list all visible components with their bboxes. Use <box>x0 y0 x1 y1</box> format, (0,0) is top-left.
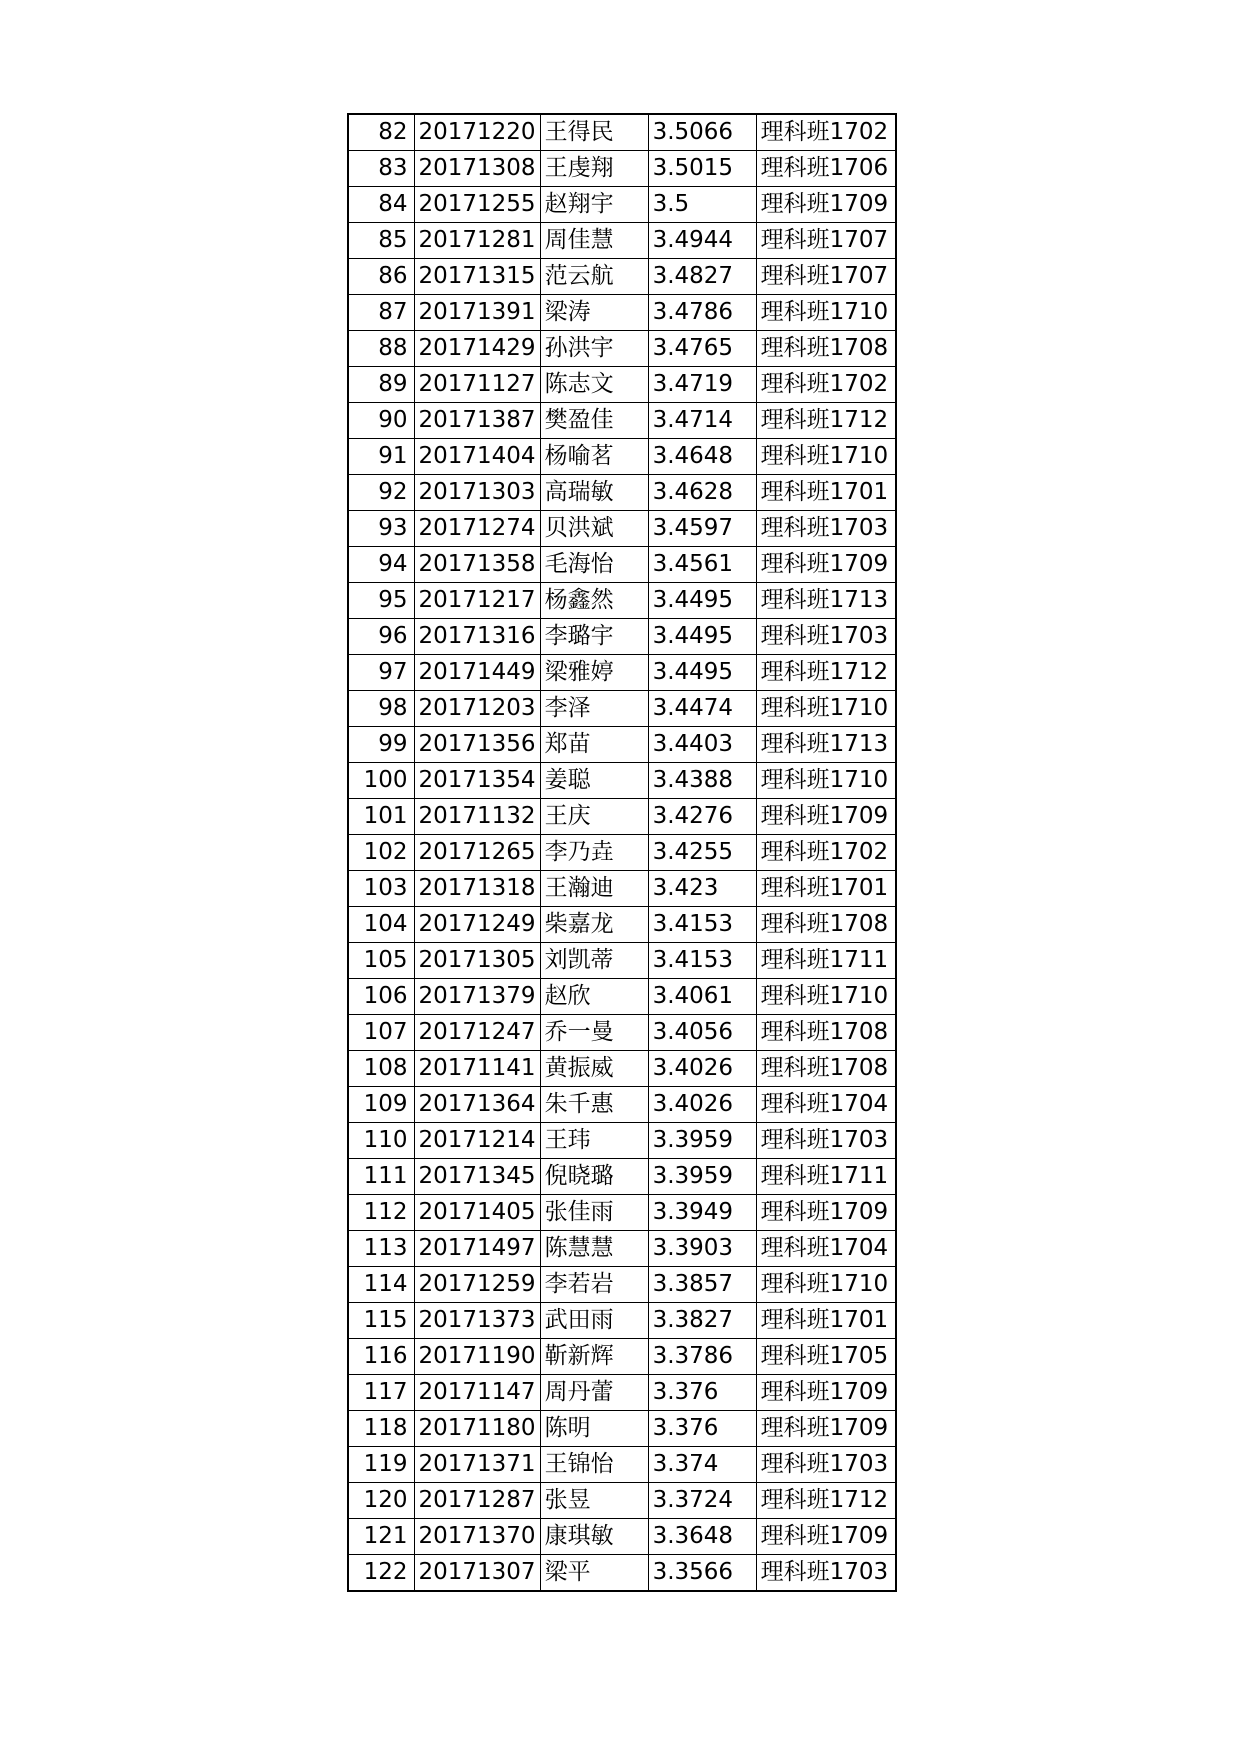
student-name-cell: 赵翔宇 <box>540 187 648 223</box>
student-id-cell: 20171354 <box>414 763 540 799</box>
score-cell: 3.5015 <box>648 151 756 187</box>
class-cell: 理科班1705 <box>756 1339 896 1375</box>
table-row <box>348 1051 896 1087</box>
score-cell: 3.4648 <box>648 439 756 475</box>
table-row <box>348 547 896 583</box>
student-id-cell: 20171249 <box>414 907 540 943</box>
class-cell: 理科班1703 <box>756 1555 896 1592</box>
score-cell: 3.3903 <box>648 1231 756 1267</box>
class-cell: 理科班1709 <box>756 187 896 223</box>
table-row <box>348 151 896 187</box>
class-cell: 理科班1709 <box>756 1195 896 1231</box>
student-name-cell: 杨鑫然 <box>540 583 648 619</box>
student-id-cell: 20171220 <box>414 114 540 151</box>
student-id-cell: 20171373 <box>414 1303 540 1339</box>
class-cell: 理科班1712 <box>756 1483 896 1519</box>
score-cell: 3.4495 <box>648 583 756 619</box>
score-cell: 3.4719 <box>648 367 756 403</box>
class-cell: 理科班1709 <box>756 1375 896 1411</box>
student-name-cell: 贝洪斌 <box>540 511 648 547</box>
rank-cell: 122 <box>348 1555 414 1592</box>
table-row <box>348 943 896 979</box>
class-cell: 理科班1710 <box>756 979 896 1015</box>
student-name-cell: 刘凯蒂 <box>540 943 648 979</box>
score-cell: 3.3959 <box>648 1123 756 1159</box>
class-cell: 理科班1713 <box>756 727 896 763</box>
rank-cell: 97 <box>348 655 414 691</box>
table-row <box>348 727 896 763</box>
class-cell: 理科班1710 <box>756 691 896 727</box>
score-cell: 3.4026 <box>648 1087 756 1123</box>
student-name-cell: 杨喻茗 <box>540 439 648 475</box>
table-row <box>348 223 896 259</box>
student-name-cell: 陈慧慧 <box>540 1231 648 1267</box>
class-cell: 理科班1703 <box>756 511 896 547</box>
rank-cell: 101 <box>348 799 414 835</box>
class-cell: 理科班1704 <box>756 1231 896 1267</box>
student-name-cell: 郑苗 <box>540 727 648 763</box>
student-id-cell: 20171132 <box>414 799 540 835</box>
student-id-cell: 20171265 <box>414 835 540 871</box>
table-row <box>348 1123 896 1159</box>
class-cell: 理科班1702 <box>756 367 896 403</box>
student-name-cell: 毛海怡 <box>540 547 648 583</box>
student-id-cell: 20171404 <box>414 439 540 475</box>
student-id-cell: 20171127 <box>414 367 540 403</box>
student-id-cell: 20171345 <box>414 1159 540 1195</box>
rank-cell: 103 <box>348 871 414 907</box>
rank-cell: 91 <box>348 439 414 475</box>
student-name-cell: 武田雨 <box>540 1303 648 1339</box>
score-cell: 3.4255 <box>648 835 756 871</box>
rank-cell: 112 <box>348 1195 414 1231</box>
score-cell: 3.4495 <box>648 655 756 691</box>
class-cell: 理科班1708 <box>756 1051 896 1087</box>
rank-cell: 85 <box>348 223 414 259</box>
class-cell: 理科班1710 <box>756 1267 896 1303</box>
student-name-cell: 李若岩 <box>540 1267 648 1303</box>
student-id-cell: 20171391 <box>414 295 540 331</box>
score-cell: 3.376 <box>648 1411 756 1447</box>
student-name-cell: 黄振威 <box>540 1051 648 1087</box>
student-id-cell: 20171371 <box>414 1447 540 1483</box>
class-cell: 理科班1707 <box>756 259 896 295</box>
rank-cell: 94 <box>348 547 414 583</box>
ranking-table-body <box>348 114 896 1591</box>
class-cell: 理科班1703 <box>756 1123 896 1159</box>
table-row <box>348 1231 896 1267</box>
class-cell: 理科班1702 <box>756 114 896 151</box>
rank-cell: 113 <box>348 1231 414 1267</box>
class-cell: 理科班1712 <box>756 655 896 691</box>
rank-cell: 95 <box>348 583 414 619</box>
table-row <box>348 295 896 331</box>
class-cell: 理科班1707 <box>756 223 896 259</box>
class-cell: 理科班1711 <box>756 943 896 979</box>
rank-cell: 90 <box>348 403 414 439</box>
score-cell: 3.4056 <box>648 1015 756 1051</box>
student-name-cell: 李泽 <box>540 691 648 727</box>
table-row <box>348 835 896 871</box>
student-id-cell: 20171308 <box>414 151 540 187</box>
student-id-cell: 20171405 <box>414 1195 540 1231</box>
student-name-cell: 柴嘉龙 <box>540 907 648 943</box>
student-id-cell: 20171307 <box>414 1555 540 1592</box>
score-cell: 3.3959 <box>648 1159 756 1195</box>
student-id-cell: 20171190 <box>414 1339 540 1375</box>
score-cell: 3.4561 <box>648 547 756 583</box>
student-name-cell: 张昱 <box>540 1483 648 1519</box>
rank-cell: 100 <box>348 763 414 799</box>
student-id-cell: 20171147 <box>414 1375 540 1411</box>
student-id-cell: 20171303 <box>414 475 540 511</box>
score-cell: 3.374 <box>648 1447 756 1483</box>
class-cell: 理科班1701 <box>756 871 896 907</box>
student-name-cell: 王虔翔 <box>540 151 648 187</box>
rank-cell: 115 <box>348 1303 414 1339</box>
rank-cell: 116 <box>348 1339 414 1375</box>
table-row <box>348 1159 896 1195</box>
table-row <box>348 655 896 691</box>
table-row <box>348 1375 896 1411</box>
class-cell: 理科班1713 <box>756 583 896 619</box>
student-id-cell: 20171281 <box>414 223 540 259</box>
rank-cell: 92 <box>348 475 414 511</box>
score-cell: 3.4388 <box>648 763 756 799</box>
class-cell: 理科班1710 <box>756 763 896 799</box>
student-name-cell: 范云航 <box>540 259 648 295</box>
student-id-cell: 20171315 <box>414 259 540 295</box>
class-cell: 理科班1702 <box>756 835 896 871</box>
table-row <box>348 1447 896 1483</box>
student-id-cell: 20171364 <box>414 1087 540 1123</box>
student-name-cell: 张佳雨 <box>540 1195 648 1231</box>
score-cell: 3.5 <box>648 187 756 223</box>
student-name-cell: 王庆 <box>540 799 648 835</box>
rank-cell: 108 <box>348 1051 414 1087</box>
table-row <box>348 691 896 727</box>
rank-cell: 109 <box>348 1087 414 1123</box>
student-id-cell: 20171287 <box>414 1483 540 1519</box>
student-id-cell: 20171180 <box>414 1411 540 1447</box>
rank-cell: 114 <box>348 1267 414 1303</box>
student-name-cell: 周丹蕾 <box>540 1375 648 1411</box>
score-cell: 3.4944 <box>648 223 756 259</box>
rank-cell: 105 <box>348 943 414 979</box>
class-cell: 理科班1708 <box>756 907 896 943</box>
class-cell: 理科班1701 <box>756 1303 896 1339</box>
student-name-cell: 陈志文 <box>540 367 648 403</box>
score-cell: 3.4403 <box>648 727 756 763</box>
rank-cell: 104 <box>348 907 414 943</box>
table-row <box>348 1339 896 1375</box>
student-id-cell: 20171429 <box>414 331 540 367</box>
score-cell: 3.4026 <box>648 1051 756 1087</box>
student-id-cell: 20171274 <box>414 511 540 547</box>
student-name-cell: 康琪敏 <box>540 1519 648 1555</box>
score-cell: 3.3786 <box>648 1339 756 1375</box>
table-row <box>348 1483 896 1519</box>
table-row <box>348 403 896 439</box>
table-row <box>348 1087 896 1123</box>
rank-cell: 110 <box>348 1123 414 1159</box>
rank-cell: 98 <box>348 691 414 727</box>
table-row <box>348 367 896 403</box>
rank-cell: 99 <box>348 727 414 763</box>
score-cell: 3.4153 <box>648 943 756 979</box>
score-cell: 3.4714 <box>648 403 756 439</box>
student-name-cell: 乔一曼 <box>540 1015 648 1051</box>
score-cell: 3.3949 <box>648 1195 756 1231</box>
class-cell: 理科班1706 <box>756 151 896 187</box>
score-cell: 3.3648 <box>648 1519 756 1555</box>
student-id-cell: 20171358 <box>414 547 540 583</box>
student-id-cell: 20171379 <box>414 979 540 1015</box>
table-row <box>348 114 896 151</box>
table-row <box>348 1411 896 1447</box>
student-id-cell: 20171214 <box>414 1123 540 1159</box>
student-name-cell: 陈明 <box>540 1411 648 1447</box>
score-cell: 3.376 <box>648 1375 756 1411</box>
score-cell: 3.423 <box>648 871 756 907</box>
student-name-cell: 王瀚迪 <box>540 871 648 907</box>
rank-cell: 102 <box>348 835 414 871</box>
student-id-cell: 20171370 <box>414 1519 540 1555</box>
score-cell: 3.4061 <box>648 979 756 1015</box>
table-row <box>348 619 896 655</box>
table-row <box>348 511 896 547</box>
rank-cell: 93 <box>348 511 414 547</box>
score-cell: 3.4628 <box>648 475 756 511</box>
student-name-cell: 朱千惠 <box>540 1087 648 1123</box>
score-cell: 3.4153 <box>648 907 756 943</box>
student-name-cell: 王得民 <box>540 114 648 151</box>
class-cell: 理科班1703 <box>756 1447 896 1483</box>
score-cell: 3.3566 <box>648 1555 756 1592</box>
student-id-cell: 20171217 <box>414 583 540 619</box>
table-row <box>348 1267 896 1303</box>
class-cell: 理科班1708 <box>756 1015 896 1051</box>
rank-cell: 120 <box>348 1483 414 1519</box>
rank-cell: 84 <box>348 187 414 223</box>
student-id-cell: 20171305 <box>414 943 540 979</box>
student-name-cell: 孙洪宇 <box>540 331 648 367</box>
class-cell: 理科班1708 <box>756 331 896 367</box>
student-name-cell: 梁雅婷 <box>540 655 648 691</box>
rank-cell: 106 <box>348 979 414 1015</box>
student-name-cell: 周佳慧 <box>540 223 648 259</box>
class-cell: 理科班1710 <box>756 295 896 331</box>
rank-cell: 87 <box>348 295 414 331</box>
rank-cell: 111 <box>348 1159 414 1195</box>
score-cell: 3.3857 <box>648 1267 756 1303</box>
student-id-cell: 20171203 <box>414 691 540 727</box>
ranking-table <box>347 113 897 1592</box>
table-row <box>348 187 896 223</box>
score-cell: 3.4597 <box>648 511 756 547</box>
score-cell: 3.4786 <box>648 295 756 331</box>
student-name-cell: 靳新辉 <box>540 1339 648 1375</box>
student-name-cell: 李璐宇 <box>540 619 648 655</box>
student-name-cell: 王玮 <box>540 1123 648 1159</box>
student-id-cell: 20171356 <box>414 727 540 763</box>
class-cell: 理科班1709 <box>756 799 896 835</box>
student-name-cell: 梁平 <box>540 1555 648 1592</box>
class-cell: 理科班1709 <box>756 1519 896 1555</box>
table-row <box>348 259 896 295</box>
table-row <box>348 439 896 475</box>
table-row <box>348 331 896 367</box>
table-row <box>348 1303 896 1339</box>
table-row <box>348 979 896 1015</box>
student-name-cell: 赵欣 <box>540 979 648 1015</box>
rank-cell: 107 <box>348 1015 414 1051</box>
table-row <box>348 907 896 943</box>
rank-cell: 88 <box>348 331 414 367</box>
class-cell: 理科班1703 <box>756 619 896 655</box>
table-row <box>348 1015 896 1051</box>
student-id-cell: 20171247 <box>414 1015 540 1051</box>
rank-cell: 121 <box>348 1519 414 1555</box>
table-row <box>348 799 896 835</box>
student-name-cell: 姜聪 <box>540 763 648 799</box>
score-cell: 3.4495 <box>648 619 756 655</box>
rank-cell: 89 <box>348 367 414 403</box>
class-cell: 理科班1704 <box>756 1087 896 1123</box>
score-cell: 3.4765 <box>648 331 756 367</box>
student-id-cell: 20171316 <box>414 619 540 655</box>
student-id-cell: 20171318 <box>414 871 540 907</box>
table-row <box>348 583 896 619</box>
student-name-cell: 樊盈佳 <box>540 403 648 439</box>
student-name-cell: 王锦怡 <box>540 1447 648 1483</box>
score-cell: 3.3827 <box>648 1303 756 1339</box>
rank-cell: 96 <box>348 619 414 655</box>
student-name-cell: 倪晓璐 <box>540 1159 648 1195</box>
student-name-cell: 李乃垚 <box>540 835 648 871</box>
student-name-cell: 高瑞敏 <box>540 475 648 511</box>
score-cell: 3.3724 <box>648 1483 756 1519</box>
score-cell: 3.4276 <box>648 799 756 835</box>
student-id-cell: 20171259 <box>414 1267 540 1303</box>
table-row <box>348 475 896 511</box>
table-row <box>348 1195 896 1231</box>
student-id-cell: 20171449 <box>414 655 540 691</box>
score-cell: 3.4474 <box>648 691 756 727</box>
rank-cell: 117 <box>348 1375 414 1411</box>
class-cell: 理科班1701 <box>756 475 896 511</box>
class-cell: 理科班1709 <box>756 1411 896 1447</box>
rank-cell: 118 <box>348 1411 414 1447</box>
table-row <box>348 871 896 907</box>
rank-cell: 86 <box>348 259 414 295</box>
student-id-cell: 20171255 <box>414 187 540 223</box>
table-row <box>348 763 896 799</box>
student-name-cell: 梁涛 <box>540 295 648 331</box>
class-cell: 理科班1712 <box>756 403 896 439</box>
score-cell: 3.4827 <box>648 259 756 295</box>
table-row <box>348 1519 896 1555</box>
rank-cell: 119 <box>348 1447 414 1483</box>
class-cell: 理科班1711 <box>756 1159 896 1195</box>
student-id-cell: 20171497 <box>414 1231 540 1267</box>
score-cell: 3.5066 <box>648 114 756 151</box>
class-cell: 理科班1710 <box>756 439 896 475</box>
table-row <box>348 1555 896 1592</box>
rank-cell: 82 <box>348 114 414 151</box>
rank-cell: 83 <box>348 151 414 187</box>
student-id-cell: 20171387 <box>414 403 540 439</box>
class-cell: 理科班1709 <box>756 547 896 583</box>
student-id-cell: 20171141 <box>414 1051 540 1087</box>
